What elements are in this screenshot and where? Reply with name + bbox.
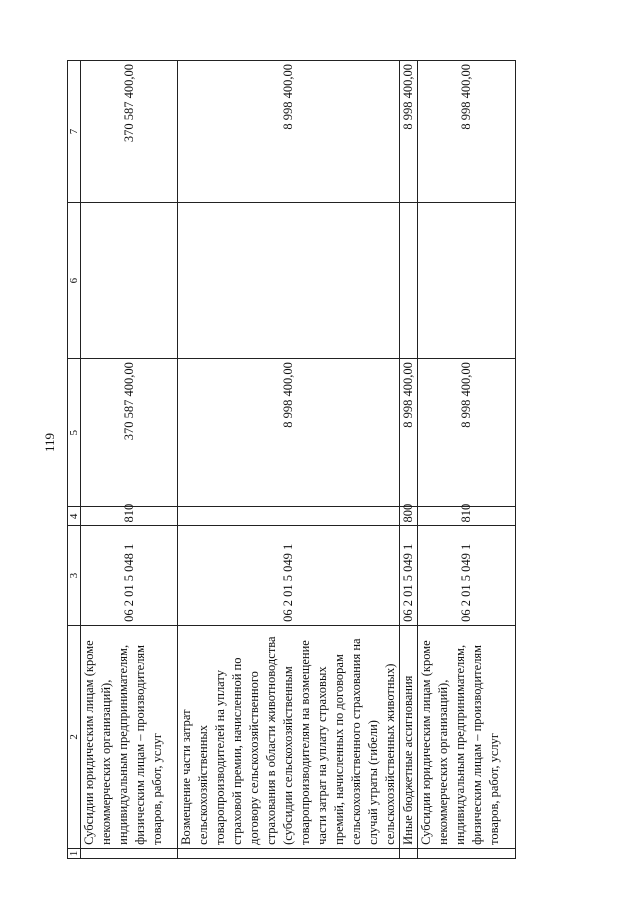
row-sum-7: 8 998 400,00 <box>418 61 516 203</box>
header-col-1: 1 <box>68 848 81 858</box>
header-col-4: 4 <box>68 507 81 526</box>
row-sum-7: 370 587 400,00 <box>81 61 178 203</box>
row-index <box>418 848 516 858</box>
row-sum-7: 8 998 400,00 <box>400 61 418 203</box>
row-sum-7: 8 998 400,00 <box>178 61 400 203</box>
row-sum-6 <box>178 203 400 359</box>
row-sum-5: 8 998 400,00 <box>178 359 400 507</box>
row-name: Субсидии юридическим лицам (кроме некоммерческих организаций), индивидуальным предпринимателям, физическим лицам – производителям товаров, работ, услуг <box>418 625 516 848</box>
row-sum-6 <box>81 203 178 359</box>
table-row <box>418 61 516 859</box>
row-name: Возмещение части затрат сельскохозяйственных товаропроизводителей на уплату страховой премии, начисленной по договору сельскохозяйственного страхования в области животноводства (субсидии сельскохозяйственным товаропроизводителям на возмещение части затрат на уплату страховых премий, начисленных по договорам сельскохозяйственного страхования на случай утраты (гибели) сельскохозяйственных животных) <box>178 625 400 848</box>
budget-table <box>67 60 516 859</box>
table-row <box>400 61 418 859</box>
row-index <box>400 848 418 858</box>
row-sum-6 <box>400 203 418 359</box>
table-row <box>178 61 400 859</box>
row-name: Субсидии юридическим лицам (кроме некоммерческих организаций), индивидуальным предпринимателям, физическим лицам – производителям товаров, работ, услуг <box>81 625 178 848</box>
header-col-6: 6 <box>68 203 81 359</box>
row-code: 06 2 01 5 049 1 <box>178 526 400 625</box>
row-code: 06 2 01 5 048 1 <box>81 526 178 625</box>
row-index <box>81 848 178 858</box>
row-sum-5: 8 998 400,00 <box>418 359 516 507</box>
header-col-2: 2 <box>68 625 81 848</box>
header-row <box>68 61 81 859</box>
page-number: 119 <box>42 432 57 452</box>
row-code: 06 2 01 5 049 1 <box>418 526 516 625</box>
row-index <box>178 848 400 858</box>
row-sum-6 <box>418 203 516 359</box>
header-col-3: 3 <box>68 526 81 625</box>
row-sum-5: 8 998 400,00 <box>400 359 418 507</box>
row-code: 06 2 01 5 049 1 <box>400 526 418 625</box>
row-expense-type <box>178 507 400 526</box>
header-col-7: 7 <box>68 61 81 203</box>
row-sum-5: 370 587 400,00 <box>81 359 178 507</box>
row-name: Иные бюджетные ассигнования <box>400 625 418 848</box>
row-expense-type: 800 <box>400 507 418 526</box>
row-expense-type: 810 <box>418 507 516 526</box>
table-row <box>81 61 178 859</box>
budget-table-container <box>67 60 501 859</box>
header-col-5: 5 <box>68 359 81 507</box>
row-expense-type: 810 <box>81 507 178 526</box>
